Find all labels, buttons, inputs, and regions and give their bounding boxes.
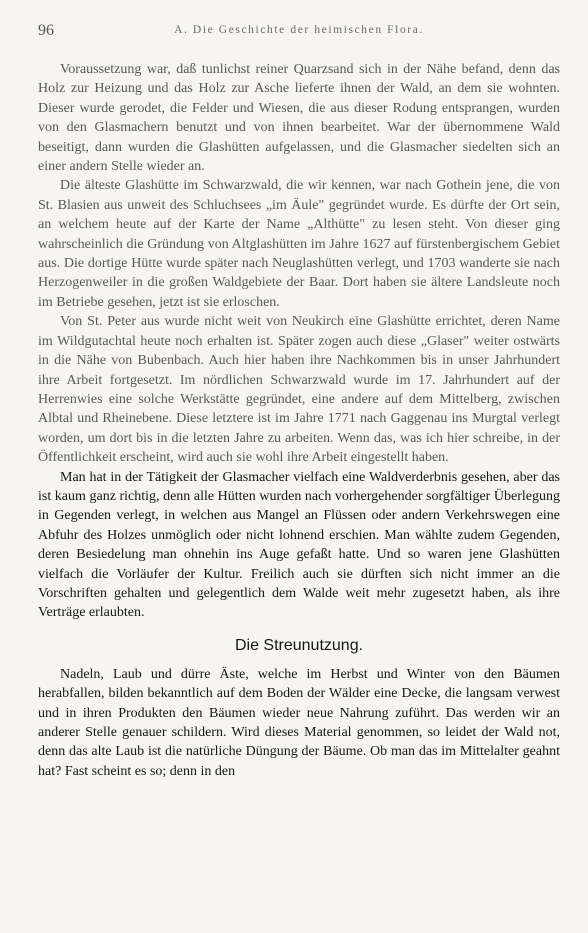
paragraph-3: Von St. Peter aus wurde nicht weit von Neukirch eine Glashütte errichtet, deren Name im Wildgutachtal heute noch erhalten ist. Später zogen auch diese „Glaser" weiter ostwärts in die Nähe von Bubenbach. Auch hier haben ihre Nachkommen bis in unser Jahrhundert ihre Arbeit fortgesetzt. Im nördlichen Schwarzwald wurde im 17. Jahrhundert auf der Herrenwies eine solche Werkstätte gegründet, eine andere auf dem Mittelberg, zwischen Albtal und Rheinebene. Diese letztere ist im Jahre 1771 nach Gaggenau ins Murgtal verlegt worden, um dort bis in die letzten Jahre zu arbeiten. Wenn das, was ich hier schreibe, in der Öffentlichkeit erscheint, wird auch sie wohl ihre Arbeit eingestellt haben. <box>38 314 560 466</box>
body-text-lower <box>38 468 560 623</box>
page-number: 96 <box>38 22 54 39</box>
running-head-title: A. Die Geschichte der heimischen Flora. <box>174 24 424 36</box>
paragraph-1: Voraussetzung war, daß tunlichst reiner Quarzsand sich in der Nähe befand, denn das Holz zur Heizung und das Holz zur Asche lieferte ihnen der Wald, an dem sie wohnten. Dieser wurde gerodet, die Felder und Wiesen, die aus dieser Rodung entsprangen, wurden von den Glasmachern benutzt und von ihnen bearbeitet. War der übernommene Wald beseitigt, dann wurden die Glashütten aufgelassen, und die Glasmacher siedelten sich an einer andern Stelle wieder an. <box>38 62 560 175</box>
section-paragraph: Nadeln, Laub und dürre Äste, welche im Herbst und Winter von den Bäumen herabfallen, bilden bekanntlich auf dem Boden der Wälder eine Decke, die langsam verwest und in ihren Produkten den Bäumen wieder neue Nahrung zuführt. Das werden wir an anderer Stelle genauer schildern. Wird dieses Material genommen, so leidet der Wald not, denn das alte Laub ist die natürliche Düngung der Bäume. Ob man das im Mittelalter geahnt hat? Fast scheint es so; denn in den <box>38 666 560 779</box>
body-text-upper <box>38 60 560 468</box>
running-head <box>38 22 560 42</box>
paragraph-4: Man hat in der Tätigkeit der Glasmacher vielfach eine Waldverderbnis gesehen, aber das ist kaum ganz richtig, denn alle Hütten wurden nach vorhergehender sorgfältiger Überlegung in Gegenden verlegt, in welchen aus Mangel an Flüssen oder andern Verkehrswegen eine Abfuhr des Holzes unmöglich oder nicht lohnend erschien. Man wählte zudem Gegenden, deren Besiedelung man ohnehin ins Auge gefaßt hatte. Und so waren jene Glashütten vielfach die Vorläufer der Kultur. Freilich auch sie dürften sich nicht immer an die Vorschriften gehalten und gelegentlich dem Walde weit mehr zugesetzt haben, als ihre Verträge erlaubten. <box>38 469 560 621</box>
paragraph-2: Die älteste Glashütte im Schwarzwald, die wir kennen, war nach Gothein jene, die von St. Blasien aus unweit des Schluchsees „im Äule" gegründet wurde. Es dürfte der Ort sein, an welchem heute auf der Karte der Name „Althütte" zu lesen steht. Von dieser ging wahrscheinlich die Gründung von Altglashütten im Jahre 1627 auf fürstenbergischem Gebiet aus. Die dortige Hütte wurde später nach Neuglashütten verlegt, und 1703 wanderte sie nach Herzogenweiler in die großen Waldgebiete der Baar. Dort haben sie ältere Landsleute noch im Betriebe gesehen, jetzt ist sie erloschen. <box>38 178 560 310</box>
section-body <box>38 665 560 781</box>
section-heading: Die Streunutzung. <box>234 636 364 654</box>
